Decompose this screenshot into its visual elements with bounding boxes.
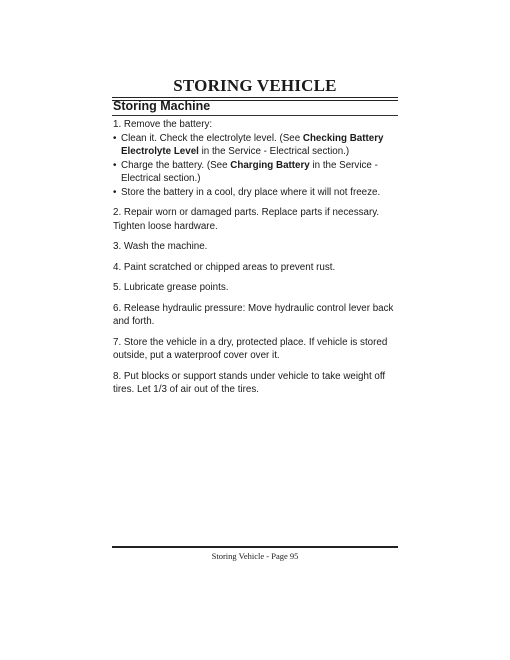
step-3: 3. Wash the machine. xyxy=(113,241,208,252)
link-checking-battery: Checking Battery Electrolyte Level xyxy=(121,132,384,157)
step-5: 5. Lubricate grease points. xyxy=(113,282,229,293)
page-footer: Storing Vehicle - Page 95 xyxy=(211,551,299,561)
section-heading: Storing Machine xyxy=(113,99,211,113)
page-title: STORING VEHICLE xyxy=(173,76,337,95)
footer-divider xyxy=(112,546,398,548)
bullet-icon: • xyxy=(113,159,117,171)
bullet-store-battery: • Store the battery in a cool, dry place where it will not freeze. xyxy=(113,186,381,198)
bullet-icon: • xyxy=(113,186,117,198)
link-charging-battery: Charging Battery xyxy=(230,159,310,171)
step-7: 7. Store the vehicle in a dry, protected place. If vehicle is stored outside, put a waterproof cover over it. xyxy=(113,336,388,361)
step-8: 8. Put blocks or support stands under vehicle to take weight off tires. Let 1/3 of air out of the tires. xyxy=(113,370,386,395)
section-divider xyxy=(112,115,398,116)
step-6: 6. Release hydraulic pressure: Move hydraulic control lever back and forth. xyxy=(113,302,394,327)
instructions xyxy=(113,118,398,397)
step-1: 1. Remove the battery: xyxy=(113,119,213,130)
step-2: 2. Repair worn or damaged parts. Replace parts if necessary. Tighten loose hardware. xyxy=(113,207,380,232)
bullet-clean-battery: • Clean it. Check the electrolyte level. (See Checking Battery Electrolyte Level in the Service - Electrical section.) xyxy=(113,132,384,157)
bullet-charge-battery: • Charge the battery. (See Charging Battery in the Service - Electrical section.) xyxy=(113,159,378,184)
step-4: 4. Paint scratched or chipped areas to prevent rust. xyxy=(113,261,336,273)
bullet-icon: • xyxy=(113,132,117,144)
